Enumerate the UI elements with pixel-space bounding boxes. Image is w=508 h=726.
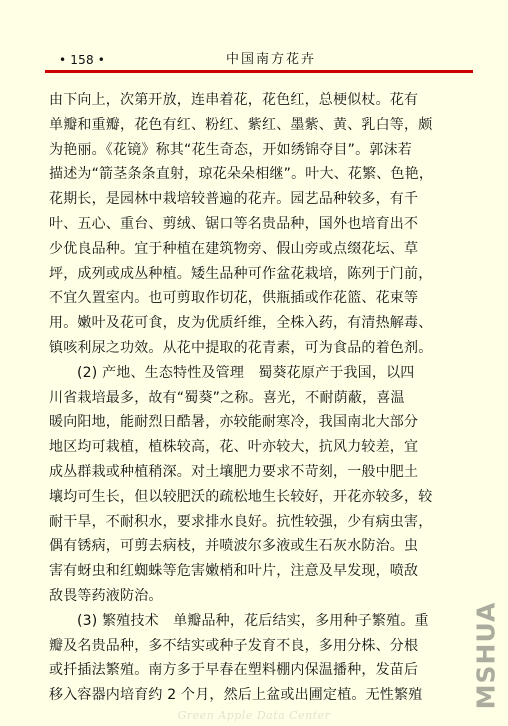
- paragraph-1-line-7: 少优良品种。宜于种植在建筑物旁、假山旁或点缀花坛、草: [49, 240, 419, 257]
- paragraph-1-line-1: 由下向上，次第开放，连串着花，花色红，总梗似杖。花有: [49, 92, 419, 108]
- paragraph-3-line-3: 或扦插法繁殖。南方多于早春在塑料棚内保温播种，发苗后: [49, 662, 419, 679]
- paragraph-2-line-7: 耐干旱，不耐积水，要求排水良好。抗性较强，少有病虫害，: [49, 513, 433, 530]
- paragraph-2-line-2: 川省栽培最多，故有“蜀葵”之称。喜光，不耐荫蔽，喜温: [49, 389, 405, 406]
- paragraph-2-line-10: 敌畏等药液防治。: [49, 587, 163, 604]
- bottom-watermark: Green Apple Data Center: [177, 709, 331, 722]
- page-header: [49, 52, 469, 70]
- paragraph-3-line-1: (3) 繁殖技术 单瓣品种，花后结实，多用种子繁殖。重: [77, 612, 429, 629]
- page-number: • 158 •: [59, 53, 106, 67]
- paragraph-1-line-6: 叶、五心、重台、剪绒、锯口等名贵品种，国外也培育出不: [49, 215, 419, 232]
- paragraph-3-line-4: 移入容器内培育约 2 个月，然后上盆或出圃定植。无性繁殖: [49, 687, 423, 704]
- paragraph-2-line-6: 壤均可生长，但以较肥沃的疏松地生长较好，开花亦较多，较: [49, 488, 433, 505]
- side-watermark-text: MSHUA: [471, 601, 501, 709]
- paragraph-1-line-4: 描述为“箭茎条条直射，琼花朵朵相继”。叶大、花繁、色艳，: [49, 166, 434, 183]
- side-watermark: [471, 601, 501, 709]
- paragraph-1-line-2: 单瓣和重瓣，花色有红、粉红、紫红、墨紫、黄、乳白等，颇: [49, 116, 433, 133]
- paragraph-1-line-11: 镇咳利尿之功效。从花中提取的花青素，可为食品的着色剂。: [49, 339, 433, 356]
- paragraph-2-line-4: 地区均可栽植，植株较高，花、叶亦较大，抗风力较差，宜: [49, 439, 419, 456]
- paragraph-1-line-8: 坪，成列或成丛种植。矮生品种可作盆花栽培，陈列于门前，: [49, 265, 433, 282]
- paragraph-3: [49, 609, 473, 708]
- paragraph-2-line-8: 偶有锈病，可剪去病枝，并喷波尔多液或生石灰水防治。虫: [49, 538, 419, 555]
- page-content: [49, 88, 473, 708]
- paragraph-1: [49, 88, 473, 361]
- paragraph-2: [49, 361, 473, 609]
- paragraph-1-line-3: 为艳丽。《花镜》称其“花生奇态，开如绣锦夺目”。郭沫若: [49, 141, 412, 158]
- paragraph-2-line-1: (2) 产地、生态特性及管理 蜀葵花原产于我国，以四: [77, 364, 415, 381]
- paragraph-2-line-9: 害有蚜虫和红蜘蛛等危害嫩梢和叶片，注意及早发现，喷敌: [49, 563, 419, 580]
- paragraph-3-line-2: 瓣及名贵品种，多不结实或种子发育不良，多用分株、分根: [49, 637, 419, 654]
- paragraph-1-line-5: 花期长，是园林中栽培较普遍的花卉。园艺品种较多，有千: [49, 191, 419, 208]
- paragraph-1-line-9: 不宜久置室内。也可剪取作切花，供瓶插或作花篮、花束等: [49, 290, 419, 307]
- book-title: 中国南方花卉: [225, 52, 316, 67]
- paragraph-2-line-5: 成丛群栽或种植稍深。对土壤肥力要求不苛刻，一般中肥土: [49, 463, 419, 480]
- paragraph-1-line-10: 用。嫩叶及花可食，皮为优质纤维，全株入药，有清热解毒、: [49, 315, 433, 332]
- paragraph-2-line-3: 暖向阳地，能耐烈日酷暑，亦较能耐寒冷，我国南北大部分: [49, 414, 419, 431]
- header-rule: [45, 70, 473, 73]
